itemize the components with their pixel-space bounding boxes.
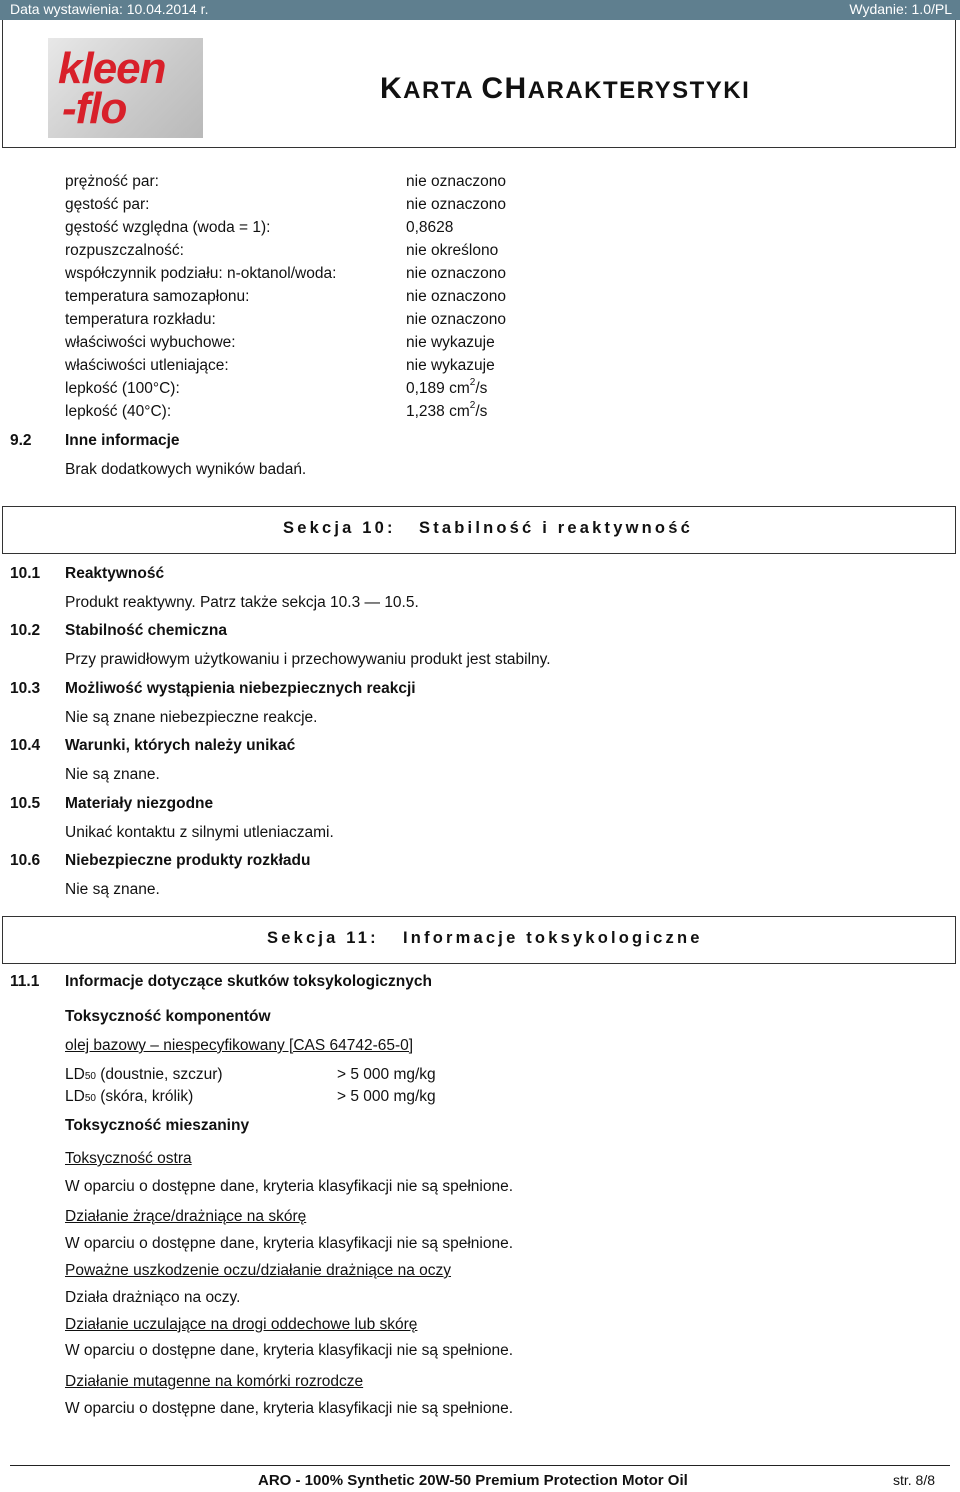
subsection-number: 10.5 [10, 795, 41, 812]
property-value: 1,238 $cm^2/s$ [406, 399, 488, 420]
kleen-flo-logo [48, 38, 203, 138]
ld50-value: > 5 000 mg/kg [337, 1066, 436, 1083]
effect-title: Poważne uszkodzenie oczu/działanie drażniące na oczy [65, 1262, 452, 1279]
property-label: właściwości utleniające: [65, 357, 229, 374]
subsection-title: Możliwość wystąpienia niebezpiecznych reakcji [65, 680, 416, 697]
subsection-text: Brak dodatkowych wyników badań. [65, 461, 307, 478]
section-title: Informacje toksykologiczne [403, 929, 703, 947]
effect-text: W oparciu o dostępne dane, kryteria klasyfikacji nie są spełnione. [65, 1342, 514, 1359]
property-value: nie oznaczono [406, 265, 506, 282]
property-value: nie określono [406, 242, 499, 259]
property-label: współczynnik podziału: n-oktanol/woda: [65, 265, 337, 282]
subsection-number: 11.1 [10, 973, 40, 990]
property-label: lepkość (40°C): [65, 403, 172, 420]
issue-date: Data wystawienia: 10.04.2014 r. [10, 1, 209, 17]
effect-title: Działanie mutagenne na komórki rozrodcze [65, 1373, 364, 1390]
property-label: temperatura rozkładu: [65, 311, 216, 328]
property-value: nie oznaczono [406, 196, 506, 213]
property-value: 0,189 $cm^2/s$ [406, 376, 488, 397]
property-value: nie wykazuje [406, 357, 495, 374]
property-value: nie oznaczono [406, 173, 506, 190]
subsection-number: 10.2 [10, 622, 41, 639]
subsection-number: 10.3 [10, 680, 41, 697]
effect-text: W oparciu o dostępne dane, kryteria klasyfikacji nie są spełnione. [65, 1235, 514, 1252]
component-name: olej bazowy – niespecyfikowany [CAS 64742-65-0] [65, 1037, 414, 1054]
effect-title: Działanie żrące/drażniące na skórę [65, 1208, 307, 1225]
property-value: 0,8628 [406, 219, 454, 236]
components-heading: Toksyczność komponentów [65, 1008, 271, 1025]
subsection-number: 9.2 [10, 432, 32, 449]
subsection-title: Informacje dotyczące skutków toksykologicznych [65, 973, 432, 990]
logo-text-line2: -flo [62, 84, 127, 133]
section-11-header [2, 916, 956, 964]
ld50-label: LD50 (skóra, królik) [65, 1088, 194, 1105]
effect-text: W oparciu o dostępne dane, kryteria klasyfikacji nie są spełnione. [65, 1178, 514, 1195]
subsection-text: Unikać kontaktu z silnymi utleniaczami. [65, 824, 334, 841]
subsection-number: 10.4 [10, 737, 41, 754]
subsection-text: Nie są znane. [65, 766, 160, 783]
property-label: rozpuszczalność: [65, 242, 184, 259]
property-value: nie oznaczono [406, 288, 506, 305]
section-number: Sekcja 11: [267, 929, 379, 947]
property-label: gęstość par: [65, 196, 150, 213]
subsection-text: Przy prawidłowym użytkowaniu i przechowywaniu produkt jest stabilny. [65, 651, 551, 668]
ld50-label: LD50 (doustnie, szczur) [65, 1066, 223, 1083]
section-10-header [2, 506, 956, 554]
ld50-value: > 5 000 mg/kg [337, 1088, 436, 1105]
footer-product-name: ARO - 100% Synthetic 20W-50 Premium Protection Motor Oil [258, 1472, 688, 1489]
property-label: prężność par: [65, 173, 159, 190]
section-number: Sekcja 10: [283, 519, 396, 537]
subsection-text: Nie są znane niebezpieczne reakcje. [65, 709, 318, 726]
edition: Wydanie: 1.0/PL [849, 1, 952, 17]
subsection-title: Warunki, których należy unikać [65, 737, 296, 754]
document-title: KARTA CHARAKTERYSTYKI [380, 72, 751, 105]
property-label: gęstość względna (woda = 1): [65, 219, 271, 236]
subsection-title: Niebezpieczne produkty rozkładu [65, 852, 311, 869]
effect-text: W oparciu o dostępne dane, kryteria klasyfikacji nie są spełnione. [65, 1400, 514, 1417]
property-value: nie wykazuje [406, 334, 495, 351]
property-value: nie oznaczono [406, 311, 506, 328]
property-label: właściwości wybuchowe: [65, 334, 236, 351]
effect-title: Działanie uczulające na drogi oddechowe lub skórę [65, 1316, 418, 1333]
property-label: temperatura samozapłonu: [65, 288, 250, 305]
footer-page-number: str. 8/8 [893, 1472, 936, 1488]
subsection-text: Produkt reaktywny. Patrz także sekcja 10.3 — 10.5. [65, 594, 419, 611]
subsection-title: Stabilność chemiczna [65, 622, 227, 639]
subsection-title: Inne informacje [65, 432, 180, 449]
subsection-number: 10.6 [10, 852, 41, 869]
effect-title: Toksyczność ostra [65, 1150, 192, 1167]
header-bar [0, 0, 960, 20]
logo-text-line1: kleen [58, 44, 166, 93]
subsection-title: Reaktywność [65, 565, 165, 582]
effect-text: Działa drażniąco na oczy. [65, 1289, 241, 1306]
subsection-title: Materiały niezgodne [65, 795, 214, 812]
section-title: Stabilność i reaktywność [419, 519, 693, 537]
property-label: lepkość (100°C): [65, 380, 180, 397]
subsection-text: Nie są znane. [65, 881, 160, 898]
mixture-heading: Toksyczność mieszaniny [65, 1117, 250, 1134]
footer-divider [10, 1465, 950, 1466]
subsection-number: 10.1 [10, 565, 41, 582]
